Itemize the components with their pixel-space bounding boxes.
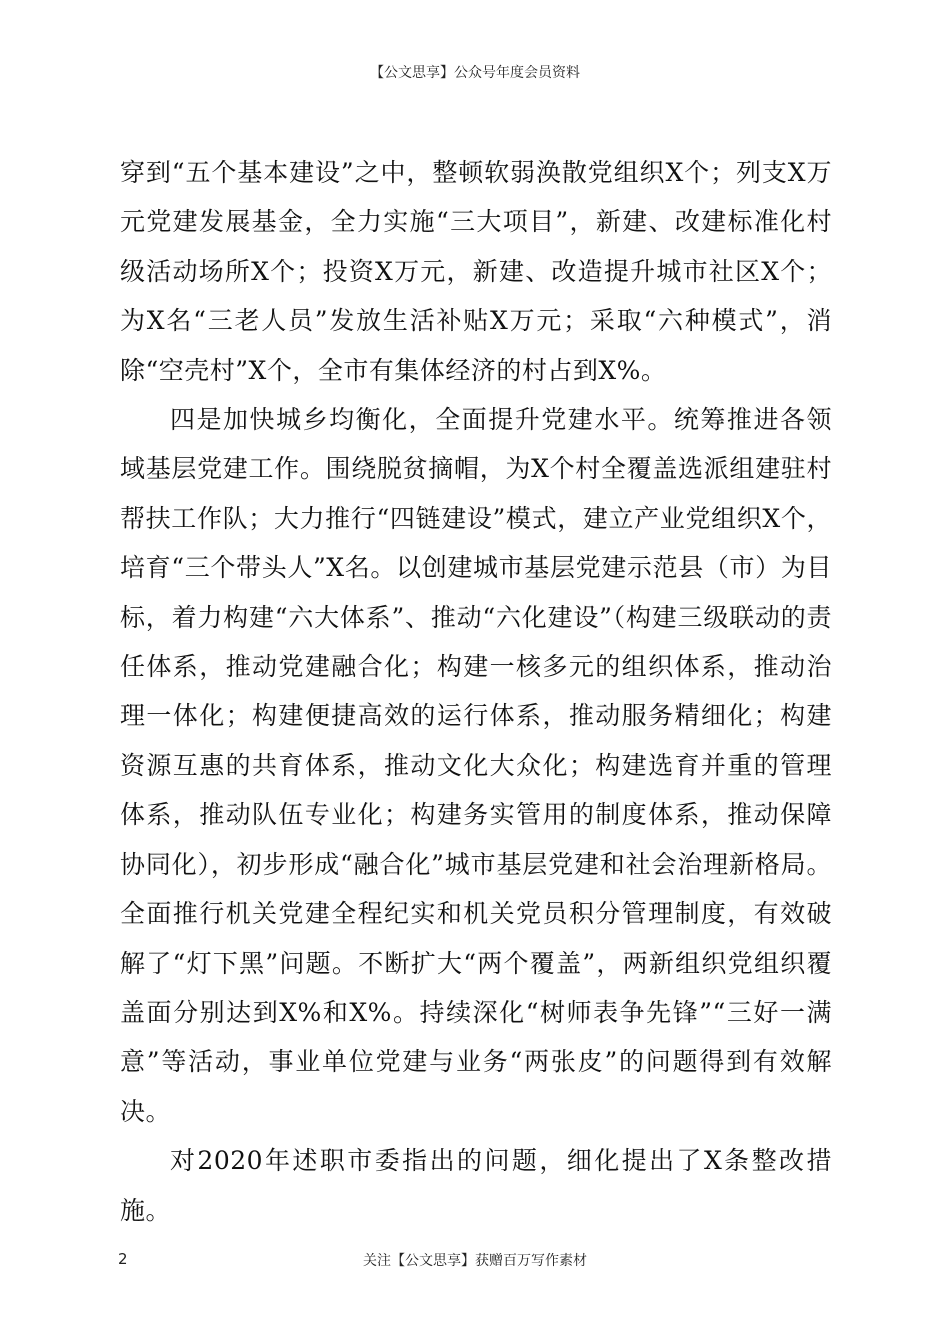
paragraph-continued: 穿到“五个基本建设”之中，整顿软弱涣散党组织X个；列支X万元党建发展基金，全力实施“三大项目”，新建、改建标准化村级活动场所X个；投资X万元，新建、改造提升城市社区X个；为X名“三老人员”发放生活补贴X万元；采取“六种模式”，消除“空壳村”X个，全市有集体经济的村占到X%。 (120, 158, 832, 385)
page-header: 【公文思享】公众号年度会员资料 (370, 65, 580, 81)
document-body (120, 148, 832, 1235)
paragraph-rectification: 对2020年述职市委指出的问题，细化提出了X条整改措施。 (120, 1146, 832, 1225)
page-footer: 关注【公文思享】获赠百万写作素材 (363, 1253, 587, 1269)
page-number: 2 (118, 1250, 128, 1268)
paragraph-section-four: 四是加快城乡均衡化，全面提升党建水平。统筹推进各领域基层党建工作。围绕脱贫摘帽，为X个村全覆盖选派组建驻村帮扶工作队；大力推行“四链建设”模式，建立产业党组织X个，培育“三个带头人”X名。以创建城市基层党建示范县（市）为目标，着力构建“六大体系”、推动“六化建设”（构建三级联动的责任体系，推动党建融合化；构建一核多元的组织体系，推动治理一体化；构建便捷高效的运行体系，推动服务精细化；构建资源互惠的共育体系，推动文化大众化；构建选育并重的管理体系，推动队伍专业化；构建务实管用的制度体系，推动保障协同化），初步形成“融合化”城市基层党建和社会治理新格局。全面推行机关党建全程纪实和机关党员积分管理制度，有效破解了“灯下黑”问题。不断扩大“两个覆盖”，两新组织党组织覆盖面分别达到X%和X%。持续深化“树师表争先锋”“三好一满意”等活动，事业单位党建与业务“两张皮”的问题得到有效解决。 (120, 405, 832, 1126)
